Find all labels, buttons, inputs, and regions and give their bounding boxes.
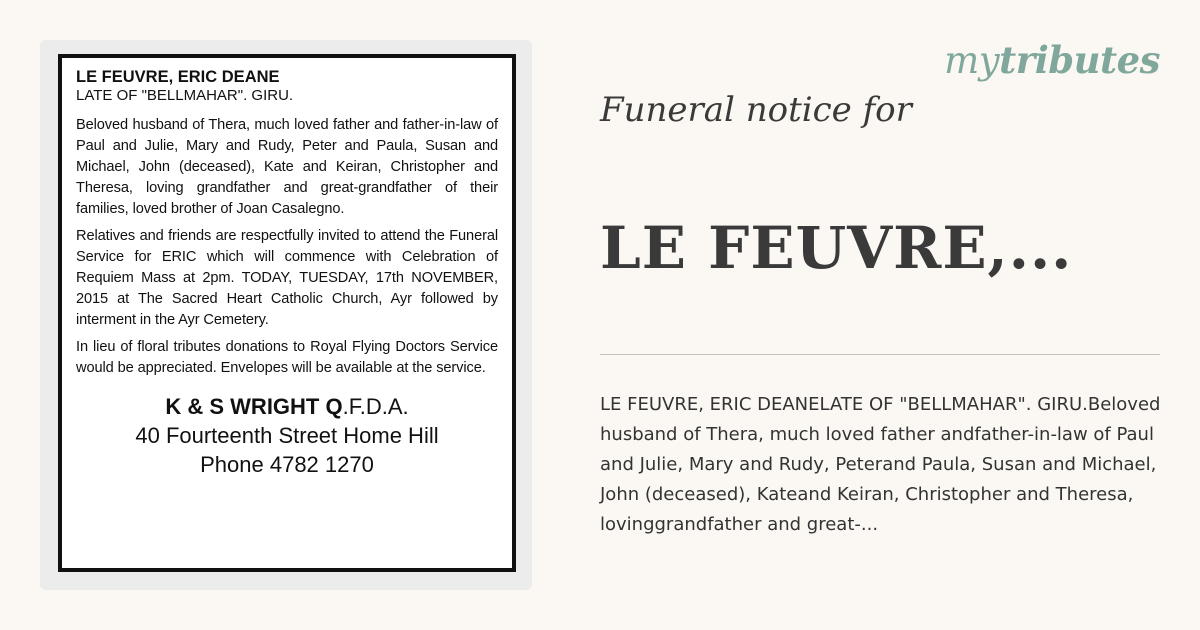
notice-funeral-director xyxy=(76,393,498,421)
notice-director-name: K & S WRIGHT Q xyxy=(165,394,343,419)
notice-director-suffix: .F.D.A. xyxy=(342,394,409,419)
notice-name: LE FEUVRE, ERIC DEANE xyxy=(76,68,280,86)
notice-address: 40 Fourteenth Street Home Hill xyxy=(135,423,439,448)
notice-phone: Phone 4782 1270 xyxy=(200,452,374,477)
deceased-name: LE FEUVRE,... xyxy=(600,214,1073,282)
notice-border xyxy=(58,54,516,572)
notice-excerpt: LE FEUVRE, ERIC DEANELATE OF "BELLMAHAR". GIRU.Beloved husband of Thera, much loved father andfather-in-law of Paul and Julie, Mary and Rudy, Peterand Paula, Susan and Michael, John (deceased), Kateand Keiran, Christopher and Theresa, lovinggrandfather and great-... xyxy=(600,394,1161,535)
page-subtitle: Funeral notice for xyxy=(600,90,912,130)
notice-late-of: LATE OF "BELLMAHAR". GIRU. xyxy=(76,87,294,104)
notice-paragraph-service: Relatives and friends are respectfully invited to attend the Funeral Service for ERIC which will commence with Celebration of Requiem Mass at 2pm. TODAY, TUESDAY, 17th NOVEMBER, 2015 at The Sacred Heart Catholic Church, Ayr followed by interment in the Ayr Cemetery. xyxy=(76,228,498,328)
notice-image xyxy=(40,40,532,590)
notice-paragraph-family: Beloved husband of Thera, much loved father and father-in-law of Paul and Julie, Mary and Rudy, Peter and Paula, Susan and Michael, John (deceased), Kate and Keiran, Christopher and Theresa, loving grandfather and great-grandfather of their families, loved brother of Joan Casalegno. xyxy=(76,117,498,217)
divider xyxy=(600,354,1160,355)
mytributes-logo: mytributes xyxy=(944,38,1160,82)
notice-paragraph-donations: In lieu of floral tributes donations to Royal Flying Doctors Service would be appreciated. Envelopes will be available at the service. xyxy=(76,339,498,376)
